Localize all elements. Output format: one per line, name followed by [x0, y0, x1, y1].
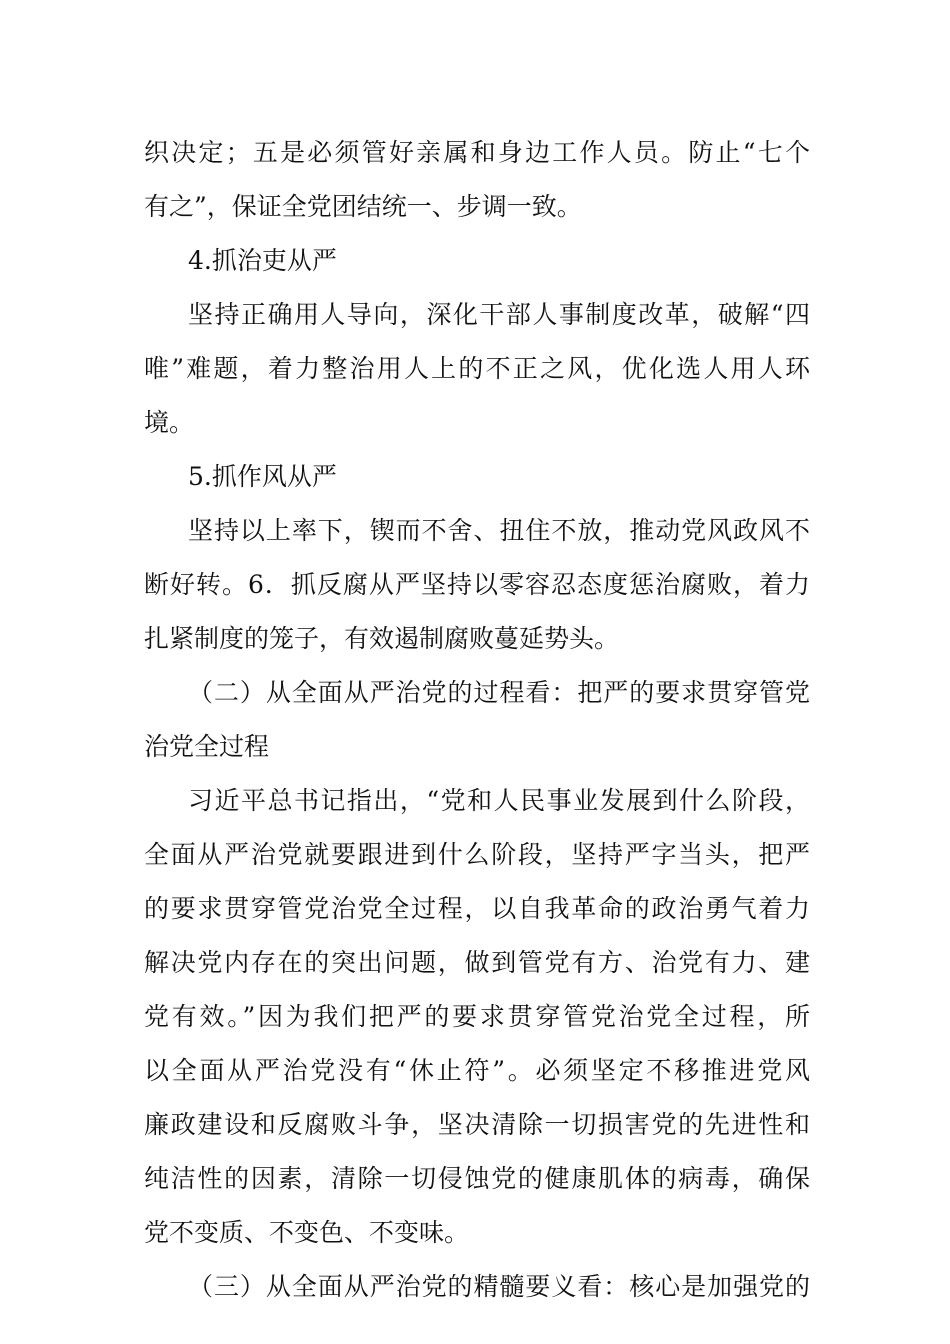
text-line: 纯洁性的因素，清除一切侵蚀党的健康肌体的病毒，确保	[144, 1164, 810, 1193]
section-heading: （二）从全面从严治党的过程看：把严的要求贯穿管党	[188, 678, 810, 707]
text-line: 全面从严治党就要跟进到什么阶段，坚持严字当头，把严	[144, 840, 810, 869]
text-line: 扎紧制度的笼子，有效遏制腐败蔓延势头。	[144, 624, 620, 653]
section-heading: 治党全过程	[144, 732, 270, 761]
document-body	[144, 126, 810, 1314]
section-heading: 4.抓治吏从严	[188, 246, 337, 275]
text-line: 党不变质、不变色、不变味。	[144, 1218, 470, 1247]
text-line: 解决党内存在的突出问题，做到管党有方、治党有力、建	[144, 948, 810, 977]
text-line: 党有效。”因为我们把严的要求贯穿管党治党全过程，所	[144, 1002, 810, 1031]
section-heading: 5.抓作风从严	[188, 462, 337, 491]
text-line: 境。	[144, 408, 195, 437]
text-line: 坚持正确用人导向，深化干部人事制度改革，破解“四	[188, 300, 810, 329]
text-line: 织决定；五是必须管好亲属和身边工作人员。防止“七个	[144, 138, 810, 167]
text-line: 习近平总书记指出，“党和人民事业发展到什么阶段，	[188, 786, 810, 815]
text-line: 断好转。6．抓反腐从严坚持以零容忍态度惩治腐败，着力	[144, 570, 810, 599]
text-line: 坚持以上率下，锲而不舍、扭住不放，推动党风政风不	[188, 516, 810, 545]
text-line: 有之”，保证全党团结统一、步调一致。	[144, 192, 582, 221]
text-line: 以全面从严治党没有“休止符”。必须坚定不移推进党风	[144, 1056, 810, 1085]
text-line: 的要求贯穿管党治党全过程，以自我革命的政治勇气着力	[144, 894, 810, 923]
text-line: 廉政建设和反腐败斗争，坚决清除一切损害党的先进性和	[144, 1110, 810, 1139]
section-heading: （三）从全面从严治党的精髓要义看：核心是加强党的	[188, 1272, 810, 1301]
text-line: 唯”难题，着力整治用人上的不正之风，优化选人用人环	[144, 354, 810, 383]
